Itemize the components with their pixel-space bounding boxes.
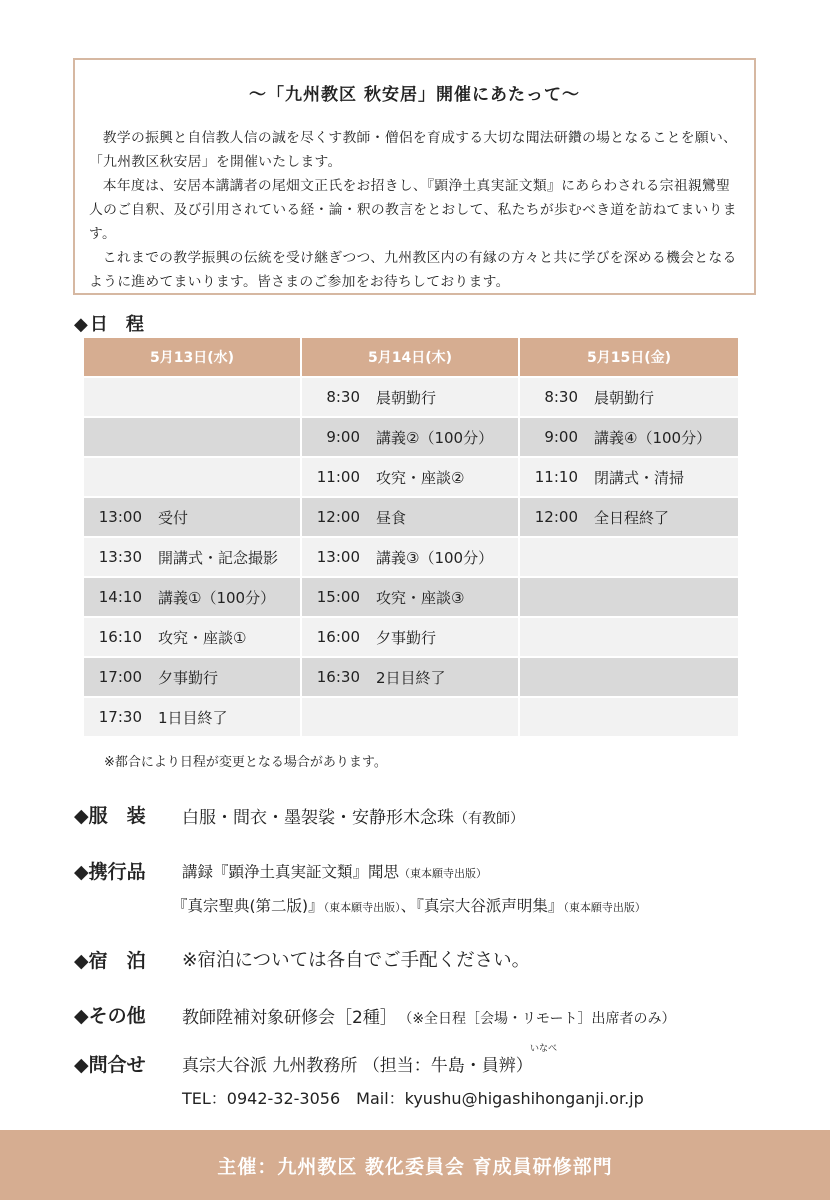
schedule-event: 攻究・座談② [376,468,465,487]
schedule-event: 昼食 [376,508,407,527]
schedule-time: 17:00 [98,668,142,686]
intro-box [73,58,756,295]
schedule-event: 閉講式・清掃 [594,468,685,487]
schedule-cell [520,458,738,496]
schedule-event: 講義④（100分） [594,428,712,447]
schedule-time: 12:00 [316,508,360,526]
items-line-1: 講録『顕浄土真実証文類』聞思（東本願寺出版） [182,863,488,881]
schedule-cell [84,578,300,616]
schedule-time: 9:00 [544,428,578,446]
attire-text: 白服・間衣・墨袈裟・安静形木念珠（有教師） [182,808,524,828]
schedule-body [84,378,738,736]
day-header: 5月13日(水) [84,338,300,376]
schedule-cell [520,578,738,616]
schedule-event: 晨朝勤行 [594,388,655,407]
contact-tel-mail: TEL：0942-32-3056 Mail：kyushu@higashihonganji.or.jp [182,1089,644,1108]
schedule-time: 9:00 [326,428,360,446]
schedule-event: 攻究・座談③ [376,588,465,607]
schedule-row [84,578,738,616]
schedule-event: 1日目終了 [158,708,228,727]
schedule-row [84,698,738,736]
name-ruby: いなべ [530,1044,558,1054]
intro-paragraph: これまでの教学振興の伝統を受け継ぎつつ、九州教区内の有縁の方々と共に学びを深める機会となるように進めてまいります。皆さまのご参加をお待ちしております。 [89,250,737,290]
items-line-2: 『真宗聖典(第二版)』（東本願寺出版）、『真宗大谷派声明集』（東本願寺出版） [172,897,646,915]
schedule-event: 講義①（100分） [158,588,276,607]
schedule-time: 15:00 [316,588,360,606]
other-label: ◆その他 [74,1005,146,1027]
schedule-cell [84,538,300,576]
schedule-cell [302,578,518,616]
schedule-row [84,658,738,696]
intro-paragraph: 本年度は、安居本講講者の尾畑文正氏をお招きし、『顕浄土真実証文類』にあらわされる宗祖親鸞聖人のご自釈、及び引用されている経・論・釈の教言をとおして、私たちが歩むべき道を訪ねてまいります。 [89,178,737,242]
schedule-note: ※都合により日程が変更となる場合があります。 [104,755,387,770]
day-header: 5月14日(木) [302,338,518,376]
schedule-cell [520,378,738,416]
schedule-cell [302,618,518,656]
schedule-row [84,498,738,536]
schedule-header-row [84,338,738,376]
schedule-cell [520,418,738,456]
schedule-event: 2日目終了 [376,668,446,687]
schedule-event: 受付 [158,508,189,527]
schedule-event: 攻究・座談① [158,628,247,647]
schedule-cell [84,658,300,696]
schedule-time: 13:00 [316,548,360,566]
schedule-row [84,538,738,576]
schedule-time: 11:00 [316,468,360,486]
schedule-time: 13:30 [98,548,142,566]
organizer-text: 主催：九州教区 教化委員会 育成員研修部門 [217,1155,613,1178]
schedule-time: 11:10 [534,468,578,486]
schedule-cell [302,498,518,536]
items-label: ◆携行品 [74,861,146,883]
schedule-cell [84,378,300,416]
schedule-cell [84,698,300,736]
schedule-cell [302,538,518,576]
attire-label: ◆服 装 [74,805,146,827]
schedule-cell [84,418,300,456]
contact-org: 真宗大谷派 九州教務所 （担当：牛島・員辨） [182,1056,533,1076]
schedule-time: 16:30 [316,668,360,686]
schedule-row [84,418,738,456]
schedule-row [84,618,738,656]
schedule-event: 夕事勤行 [376,628,437,647]
schedule-time: 8:30 [326,388,360,406]
schedule-cell [520,498,738,536]
schedule-cell [520,698,738,736]
schedule-cell [84,458,300,496]
footer-banner [0,1130,830,1200]
diamond-icon: ◆ [74,314,88,335]
schedule-time: 13:00 [98,508,142,526]
schedule-time: 17:30 [98,708,142,726]
intro-title: 〜「九州教区 秋安居」開催にあたって〜 [249,85,580,105]
schedule-cell [302,658,518,696]
schedule-event: 夕事勤行 [158,668,219,687]
schedule-event: 講義②（100分） [376,428,494,447]
schedule-event: 晨朝勤行 [376,388,437,407]
schedule-cell [302,698,518,736]
schedule-table [84,338,738,736]
intro-text [89,126,740,294]
schedule-event: 全日程終了 [594,508,670,527]
schedule-heading: ◆ 日 程 [74,314,144,335]
schedule-cell [520,538,738,576]
schedule-time: 16:10 [98,628,142,646]
schedule-time: 16:00 [316,628,360,646]
intro-paragraph: 教学の振興と自信教人信の誠を尽くす教師・僧侶を育成する大切な聞法研鑽の場となることを願い、「九州教区秋安居」を開催いたします。 [89,130,738,170]
schedule-cell [84,498,300,536]
contact-label: ◆問合せ [74,1054,146,1076]
schedule-time: 12:00 [534,508,578,526]
schedule-cell [520,658,738,696]
schedule-event: 講義③（100分） [376,548,494,567]
lodging-label: ◆宿 泊 [74,950,146,972]
lodging-text: ※宿泊については各自でご手配ください。 [182,950,531,971]
schedule-cell [520,618,738,656]
schedule-cell [302,458,518,496]
schedule-cell [302,378,518,416]
schedule-row [84,378,738,416]
schedule-cell [84,618,300,656]
schedule-time: 14:10 [98,588,142,606]
schedule-event: 開講式・記念撮影 [158,548,279,567]
schedule-time: 8:30 [544,388,578,406]
schedule-row [84,458,738,496]
other-text: 教師陞補対象研修会［2種］ （※全日程［会場・リモート］出席者のみ） [182,1008,676,1028]
schedule-cell [302,418,518,456]
day-header: 5月15日(金) [520,338,738,376]
